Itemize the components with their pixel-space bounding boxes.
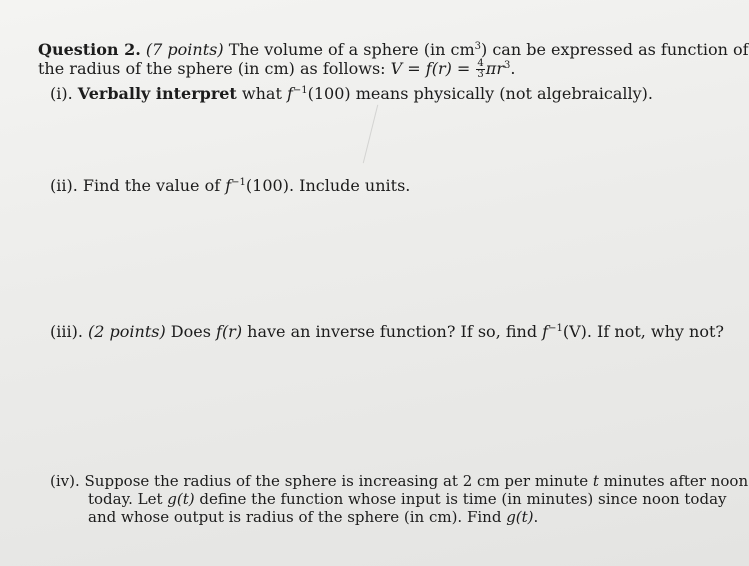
- part-iv-line2-a: today. Let: [88, 490, 168, 508]
- question-line-2: the radius of the sphere (in cm) as follows: V = f(r) = $\frac{4}{3}$ $\pi r^3$.: [38, 58, 516, 80]
- part-iv-line-1: [50, 472, 748, 490]
- part-i-text-b: (100) means physically (not algebraically).: [307, 84, 653, 103]
- part-iv-line2-b: define the function whose input is time (in minutes) since noon today: [194, 490, 727, 508]
- question-intro-1: The volume of a sphere (in cm: [228, 40, 475, 59]
- part-i-text-a: what: [236, 84, 287, 103]
- part-iii-text-a: Does: [165, 322, 217, 341]
- part-ii-label: (ii).: [50, 176, 78, 195]
- part-iii-fr: f(r): [216, 322, 243, 341]
- question-points: (7 points): [145, 40, 224, 59]
- question-line-1: [38, 40, 749, 59]
- part-iv-line-2: [88, 490, 726, 508]
- part-iv-gt2: g(t): [506, 508, 534, 526]
- part-iii-inverse: −1: [548, 323, 563, 334]
- part-iv-line1-a: Suppose the radius of the sphere is increasing at 2 cm per minute: [84, 472, 593, 490]
- part-ii-text-b: (100). Include units.: [245, 176, 411, 195]
- part-iii-text-b: have an inverse function? If so, find: [242, 322, 543, 341]
- part-ii-text-a: Find the value of: [82, 176, 226, 195]
- part-i: [50, 84, 653, 103]
- pencil-mark: [363, 105, 378, 163]
- part-iv-line-3: [88, 508, 538, 526]
- part-iv-line1-b: minutes after noon: [598, 472, 749, 490]
- formula-fraction: [476, 59, 484, 80]
- question-intro-2: the radius of the sphere (in cm) as follows:: [38, 59, 391, 78]
- cm-exponent: 3: [474, 41, 481, 52]
- question-intro-1-tail: ) can be expressed as function of: [481, 40, 749, 59]
- fraction-numerator: 4: [477, 58, 484, 69]
- part-iii-label: (iii).: [50, 322, 83, 341]
- part-i-inverse: −1: [292, 85, 308, 96]
- part-iv-line3-b: .: [533, 508, 539, 526]
- part-ii-inverse: −1: [231, 177, 246, 188]
- part-ii: [50, 176, 410, 195]
- part-ii-f: f: [225, 176, 232, 195]
- part-i-label: (i).: [50, 84, 73, 103]
- part-i-f: f: [286, 84, 293, 103]
- part-i-bold: Verbally interpret: [77, 84, 237, 103]
- part-iv-gt: g(t): [167, 490, 195, 508]
- formula-tail: πr: [485, 59, 504, 78]
- part-iv-label: (iv).: [50, 472, 80, 490]
- formula-exponent: 3: [503, 60, 511, 71]
- part-iii-f: f: [542, 322, 549, 341]
- part-iv-line3-a: and whose output is radius of the sphere (in cm). Find: [88, 508, 507, 526]
- part-iii: [50, 322, 724, 341]
- part-iv-t: t: [592, 472, 599, 490]
- fraction-denominator: 3: [477, 69, 484, 80]
- part-iii-points: (2 points): [88, 322, 166, 341]
- formula-lhs: V = f(r) =: [390, 59, 476, 78]
- part-iii-text-c: (V). If not, why not?: [562, 322, 724, 341]
- question-heading: Question 2.: [38, 40, 141, 59]
